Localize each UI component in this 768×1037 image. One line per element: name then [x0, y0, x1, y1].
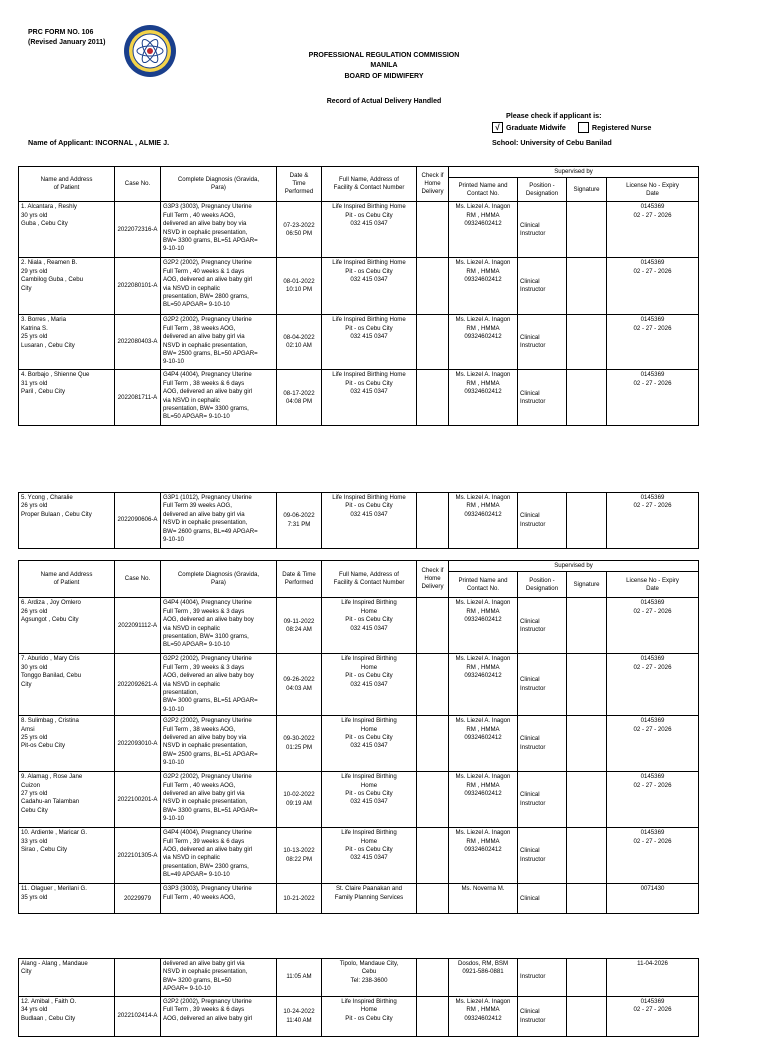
cell-home-delivery — [417, 997, 449, 1037]
table-row — [19, 828, 699, 884]
cell-facility: Life Inspired Birthing Home Pit - os Cebu City 032 415 0347 — [322, 716, 417, 772]
col-patient: Name and Address of Patient — [19, 167, 115, 202]
cell-position: Clinical Instructor — [518, 315, 567, 370]
cell-diagnosis: G2P2 (2002), Pregnancy Uterine Full Term , 38 weeks AOG, delivered an alive baby boy via NSVD in cephalic presentation, BW= 2500 grams, BL=51 APGAR= 9-10-10 — [161, 716, 277, 772]
applicant-type-options — [492, 122, 651, 133]
cell-date-time: 08-04-2022 02:10 AM — [277, 315, 322, 370]
applicant-type-prompt: Please check if applicant is: — [506, 111, 602, 120]
cell-date-time: 08-01-2022 10:10 PM — [277, 258, 322, 315]
agency-name: PROFESSIONAL REGULATION COMMISSION — [308, 52, 460, 59]
cell-patient: 4. Borbajo , Shienne Que 31 yrs old Paril , Cebu City — [19, 370, 115, 426]
col-supervised-by: Supervised by — [449, 167, 699, 178]
cell-license: 0145369 02 - 27 - 2026 — [607, 315, 699, 370]
cell-home-delivery — [417, 828, 449, 884]
table-row — [19, 716, 699, 772]
cell-license: 0145369 02 - 27 - 2026 — [607, 772, 699, 828]
cell-patient: 2. Niala , Reamen B. 29 yrs old Cambilog Guba , Cebu City — [19, 258, 115, 315]
col-diagnosis: Complete Diagnosis (Gravida, Para) — [161, 561, 277, 598]
cell-date-time: 08-17-2022 04:08 PM — [277, 370, 322, 426]
cell-date-time: 10-13-2022 08:22 PM — [277, 828, 322, 884]
cell-case-no: 2022090606-A — [115, 493, 161, 549]
cell-facility: Life Inspired Birthing Home Pit - os Cebu City 032 415 0347 — [322, 258, 417, 315]
table-row — [19, 884, 699, 914]
table-row — [19, 202, 699, 258]
cell-facility: St. Claire Paanakan and Family Planning Services — [322, 884, 417, 914]
cell-case-no: 2022102414-A — [115, 997, 161, 1037]
table-row — [19, 959, 699, 997]
cell-supervisor: Ms. Liezel A. Inagon RM , HMMA 09324602412 — [449, 654, 518, 716]
cell-diagnosis: G4P4 (4004), Pregnancy Uterine Full Term , 39 weeks & 6 days AOG, delivered an alive baby girl via NSVD in cephalic presentation, BW= 2300 grams, BL=49 APGAR= 9-10-10 — [161, 828, 277, 884]
cell-patient: 1. Alcantara , Reshly 30 yrs old Guba , Cebu City — [19, 202, 115, 258]
delivery-records-table-2 — [18, 560, 699, 914]
cell-case-no: 2022072316-A — [115, 202, 161, 258]
cell-supervisor: Ms. Liezel A. Inagon RM , HMMA 09324602412 — [449, 315, 518, 370]
col-case-no: Case No. — [115, 561, 161, 598]
cell-supervisor: Dosdos, RM, BSM 0921-586-0881 — [449, 959, 518, 997]
cell-home-delivery — [417, 884, 449, 914]
cell-date-time: 10-21-2022 — [277, 884, 322, 914]
cell-position: Clinical Instructor — [518, 493, 567, 549]
col-date-time: Date & Time Performed — [277, 167, 322, 202]
cell-diagnosis: G3P3 (3003), Pregnancy Uterine Full Term , 40 weeks AOG, — [161, 884, 277, 914]
col-patient: Name and Address of Patient — [19, 561, 115, 598]
cell-position: Clinical Instructor — [518, 997, 567, 1037]
cell-home-delivery — [417, 716, 449, 772]
cell-patient: 3. Borres , Maria Katrina S. 25 yrs old Lusaran , Cebu City — [19, 315, 115, 370]
delivery-records-table-3 — [18, 958, 699, 1037]
cell-facility: Life Inspired Birthing Home Pit - os Cebu City — [322, 997, 417, 1037]
cell-patient: 5. Ycong , Charalie 26 yrs old Proper Bulaan , Cebu City — [19, 493, 115, 549]
cell-position: Clinical Instructor — [518, 598, 567, 654]
cell-facility: Life Inspired Birthing Home Pit - os Cebu City 032 415 0347 — [322, 772, 417, 828]
cell-date-time: 09-26-2022 04:03 AM — [277, 654, 322, 716]
cell-position: Instructor — [518, 959, 567, 997]
cell-signature — [567, 997, 607, 1037]
cell-signature — [567, 654, 607, 716]
cell-date-time: 09-30-2022 01:25 PM — [277, 716, 322, 772]
cell-home-delivery — [417, 315, 449, 370]
cell-supervisor: Ms. Liezel A. Inagon RM , HMMA 09324602412 — [449, 828, 518, 884]
applicant-name: Name of Applicant: INCORNAL , ALMIE J. — [28, 138, 170, 147]
cell-facility: Life Inspired Birthing Home Pit - os Cebu City 032 415 0347 — [322, 370, 417, 426]
form-revision: (Revised January 2011) — [28, 39, 106, 46]
cell-home-delivery — [417, 258, 449, 315]
cell-patient: 6. Ardiza , Joy Omlero 26 yrs old Agsungot , Cebu City — [19, 598, 115, 654]
cell-supervisor: Ms. Liezel A. Inagon RM , HMMA 09324602412 — [449, 997, 518, 1037]
cell-date-time: 09-11-2022 08:24 AM — [277, 598, 322, 654]
graduate-midwife-checkbox[interactable]: √ — [492, 122, 503, 133]
col-printed-name: Printed Name and Contact No. — [449, 178, 518, 202]
cell-position: Clinical Instructor — [518, 654, 567, 716]
cell-facility: Life Inspired Birthing Home Pit - os Cebu City 032 415 0347 — [322, 828, 417, 884]
cell-diagnosis: G2P2 (2002), Pregnancy Uterine Full Term , 39 weeks & 3 days AOG, delivered an alive baby boy via NSVD in cephalic presentation, BW= 3000 grams, BL=51 APGAR= 9-10-10 — [161, 654, 277, 716]
cell-date-time: 09-06-2022 7:31 PM — [277, 493, 322, 549]
cell-facility: Life Inspired Birthing Home Pit - os Cebu City 032 415 0347 — [322, 493, 417, 549]
cell-supervisor: Ms. Liezel A. Inagon RM , HMMA 09324602412 — [449, 493, 518, 549]
cell-supervisor: Ms. Liezel A. Inagon RM , HMMA 09324602412 — [449, 598, 518, 654]
cell-home-delivery — [417, 654, 449, 716]
cell-home-delivery — [417, 370, 449, 426]
cell-signature — [567, 370, 607, 426]
cell-signature — [567, 828, 607, 884]
cell-position: Clinical Instructor — [518, 716, 567, 772]
cell-signature — [567, 493, 607, 549]
cell-diagnosis: G2P2 (2002), Pregnancy Uterine Full Term , 40 weeks AOG, delivered an alive baby girl via NSVD in cephalic presentation, BW= 3300 grams, BL=51 APGAR= 9-10-10 — [161, 772, 277, 828]
cell-case-no: 2022093010-A — [115, 716, 161, 772]
cell-case-no: 2022081711-A — [115, 370, 161, 426]
cell-patient: 9. Alamag , Rose Jane Cuizon 27 yrs old Cadahu-an Talamban Cebu City — [19, 772, 115, 828]
cell-case-no: 2022101305-A — [115, 828, 161, 884]
cell-date-time: 10-24-2022 11:40 AM — [277, 997, 322, 1037]
cell-date-time: 10-02-2022 09:19 AM — [277, 772, 322, 828]
col-license: License No - Expiry Date — [607, 178, 699, 202]
cell-facility: Life Inspired Birthing Home Pit - os Cebu City 032 415 0347 — [322, 654, 417, 716]
cell-supervisor: Ms. Liezel A. Inagon RM , HMMA 09324602412 — [449, 258, 518, 315]
cell-case-no: 2022080101-A — [115, 258, 161, 315]
school-name: School: University of Cebu Banilad — [492, 138, 612, 147]
col-position: Position - Designation — [518, 178, 567, 202]
cell-signature — [567, 315, 607, 370]
table-row — [19, 772, 699, 828]
cell-patient: 11. Olaguer , Merilani G. 35 yrs old — [19, 884, 115, 914]
cell-facility: Life Inspired Birthing Home Pit - os Cebu City 032 415 0347 — [322, 598, 417, 654]
board-name: BOARD OF MIDWIFERY — [344, 73, 424, 80]
cell-home-delivery — [417, 959, 449, 997]
cell-license: 0145369 02 - 27 - 2026 — [607, 654, 699, 716]
col-signature: Signature — [567, 572, 607, 598]
cell-case-no: 2022100201-A — [115, 772, 161, 828]
cell-patient: Alang - Alang , Mandaue City — [19, 959, 115, 997]
cell-diagnosis: G4P4 (4004), Pregnancy Uterine Full Term , 39 weeks & 3 days AOG, delivered an alive baby boy via NSVD in cephalic presentation, BW= 3100 grams, BL=50 APGAR= 9-10-10 — [161, 598, 277, 654]
cell-license: 0145369 02 - 27 - 2026 — [607, 716, 699, 772]
table-row — [19, 258, 699, 315]
cell-home-delivery — [417, 772, 449, 828]
cell-position: Clinical Instructor — [518, 202, 567, 258]
col-home-delivery: Check if Home Delivery — [417, 167, 449, 202]
cell-position: Clinical Instructor — [518, 370, 567, 426]
col-facility: Full Name, Address of Facility & Contact Number — [322, 561, 417, 598]
cell-supervisor: Ms. Liezel A. Inagon RM , HMMA 09324602412 — [449, 772, 518, 828]
cell-patient: 8. Sulimbag , Cristina Amsi 25 yrs old Pit-os Cebu City — [19, 716, 115, 772]
form-number: PRC FORM NO. 106 — [28, 29, 94, 36]
agency-city: MANILA — [370, 62, 398, 69]
cell-diagnosis: G4P4 (4004), Pregnancy Uterine Full Term , 38 weeks & 6 days AOG, delivered an alive baby girl via NSVD in cephalic presentation, BW= 3300 grams, BL=50 APGAR= 9-10-10 — [161, 370, 277, 426]
col-supervised-by: Supervised by — [449, 561, 699, 572]
cell-diagnosis: G2P2 (2002), Pregnancy Uterine Full Term , 40 weeks & 1 days AOG, delivered an alive baby girl via NSVD in cephalic presentation, BW= 2800 grams, BL=50 APGAR= 9-10-10 — [161, 258, 277, 315]
cell-diagnosis: delivered an alive baby girl via NSVD in cephalic presentation, BW= 3200 grams, BL=50 APGAR= 9-10-10 — [161, 959, 277, 997]
cell-license: 0145369 02 - 27 - 2026 — [607, 828, 699, 884]
prc-seal-logo — [123, 24, 177, 78]
table-row — [19, 315, 699, 370]
cell-case-no — [115, 959, 161, 997]
registered-nurse-checkbox[interactable] — [578, 122, 589, 133]
col-signature: Signature — [567, 178, 607, 202]
cell-position: Clinical Instructor — [518, 258, 567, 315]
table-row — [19, 370, 699, 426]
graduate-midwife-label: Graduate Midwife — [506, 123, 566, 132]
col-case-no: Case No. — [115, 167, 161, 202]
table-row — [19, 997, 699, 1037]
col-home-delivery: Check if Home Delivery — [417, 561, 449, 598]
cell-license: 0145369 02 - 27 - 2026 — [607, 202, 699, 258]
table-row — [19, 654, 699, 716]
cell-supervisor: Ms. Liezel A. Inagon RM , HMMA 09324602412 — [449, 716, 518, 772]
cell-signature — [567, 258, 607, 315]
cell-license: 0145369 02 - 27 - 2026 — [607, 258, 699, 315]
cell-license: 0145369 02 - 27 - 2026 — [607, 598, 699, 654]
cell-position: Clinical — [518, 884, 567, 914]
cell-date-time: 11:05 AM — [277, 959, 322, 997]
cell-signature — [567, 772, 607, 828]
cell-position: Clinical Instructor — [518, 828, 567, 884]
cell-signature — [567, 202, 607, 258]
cell-diagnosis: G3P1 (1012), Pregnancy Uterine Full Term 39 weeks AOG, delivered an alive baby girl via NSVD in cephalic presentation, BW= 2600 grams, BL=49 APGAR= 9-10-10 — [161, 493, 277, 549]
cell-date-time: 07-23-2022 06:50 PM — [277, 202, 322, 258]
cell-license: 0145369 02 - 27 - 2026 — [607, 370, 699, 426]
cell-facility: Life Inspired Birthing Home Pit - os Cebu City 032 415 0347 — [322, 202, 417, 258]
cell-signature — [567, 598, 607, 654]
cell-supervisor: Ms. Liezel A. Inagon RM , HMMA 09324602412 — [449, 370, 518, 426]
col-facility: Full Name, Address of Facility & Contact Number — [322, 167, 417, 202]
table-row — [19, 598, 699, 654]
table-row — [19, 493, 699, 549]
cell-diagnosis: G2P2 (2002), Pregnancy Uterine Full Term , 38 weeks AOG, delivered an alive baby girl via NSVD in cephalic presentation, BW= 2500 grams, BL=50 APGAR= 9-10-10 — [161, 315, 277, 370]
cell-case-no: 2022092621-A — [115, 654, 161, 716]
cell-patient: 10. Ardiente , Maricar G. 33 yrs old Sirao , Cebu City — [19, 828, 115, 884]
cell-case-no: 2022080403-A — [115, 315, 161, 370]
form-identifier — [28, 28, 105, 48]
col-date-time: Date & Time Performed — [277, 561, 322, 598]
cell-supervisor: Ms. Liezel A. Inagon RM , HMMA 09324602412 — [449, 202, 518, 258]
registered-nurse-label: Registered Nurse — [591, 123, 652, 132]
col-printed-name: Printed Name and Contact No. — [449, 572, 518, 598]
delivery-records-table-1 — [18, 166, 699, 426]
cell-signature — [567, 959, 607, 997]
cell-license: 0145369 02 - 27 - 2026 — [607, 493, 699, 549]
cell-position: Clinical Instructor — [518, 772, 567, 828]
cell-facility: Tipolo, Mandaue City, Cebu Tel: 238-3600 — [322, 959, 417, 997]
cell-case-no: 2022091112-A — [115, 598, 161, 654]
delivery-records-table-row5 — [18, 492, 699, 549]
cell-facility: Life Inspired Birthing Home Pit - os Cebu City 032 415 0347 — [322, 315, 417, 370]
cell-supervisor: Ms. Noverna M. — [449, 884, 518, 914]
cell-signature — [567, 716, 607, 772]
cell-home-delivery — [417, 598, 449, 654]
cell-license: 0145369 02 - 27 - 2026 — [607, 997, 699, 1037]
cell-license: 0071430 — [607, 884, 699, 914]
col-diagnosis: Complete Diagnosis (Gravida, Para) — [161, 167, 277, 202]
cell-license: 11-04-2026 — [607, 959, 699, 997]
cell-patient: 12. Amibal , Faith O. 34 yrs old Budlaan , Cebu City — [19, 997, 115, 1037]
cell-home-delivery — [417, 202, 449, 258]
cell-signature — [567, 884, 607, 914]
document-title: Record of Actual Delivery Handled — [326, 98, 442, 105]
col-position: Position - Designation — [518, 572, 567, 598]
cell-diagnosis: G2P2 (2002), Pregnancy Uterine Full Term , 39 weeks & 6 days AOG, delivered an alive baby girl — [161, 997, 277, 1037]
cell-home-delivery — [417, 493, 449, 549]
cell-diagnosis: G3P3 (3003), Pregnancy Uterine Full Term , 40 weeks AOG, delivered an alive baby boy via NSVD in cephalic presentation, BW= 3300 grams, BL=51 APGAR= 9-10-10 — [161, 202, 277, 258]
cell-case-no: 20229979 — [115, 884, 161, 914]
col-license: License No - Expiry Date — [607, 572, 699, 598]
cell-patient: 7. Aburido , Mary Cris 30 yrs old Tonggo Banilad, Cebu City — [19, 654, 115, 716]
